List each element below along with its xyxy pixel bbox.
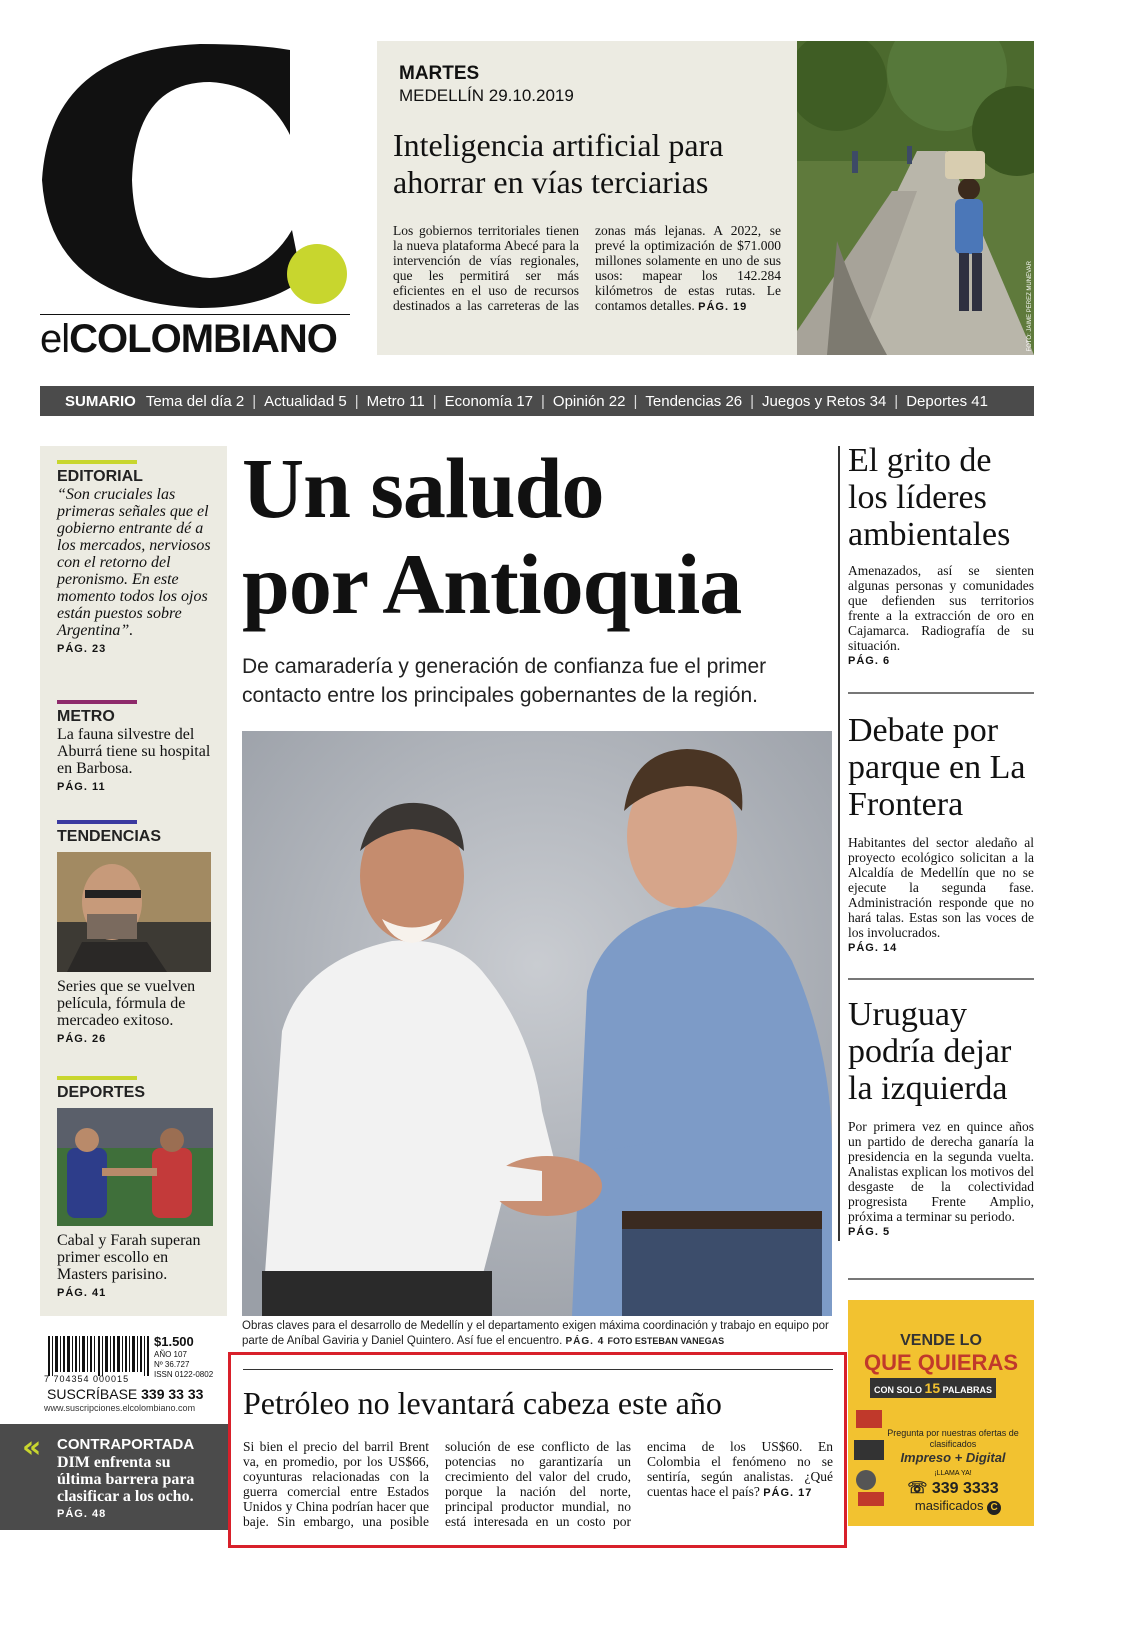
right-divider-1 xyxy=(848,692,1034,694)
deportes-rule xyxy=(57,1076,137,1080)
ad-phone[interactable]: ☏ 339 3333 xyxy=(907,1480,999,1497)
right-story-2-text: Habitantes del sector aledaño al proyecto ecológico solicitan a la Alcaldía de Medellín que no se ejecute la segunda fase. Administración responde que no hará talas. Estas son las voces de los involucrados. xyxy=(848,835,1034,940)
sidebar-tendencias[interactable] xyxy=(57,820,217,1045)
top-story-page: PÁG. 19 xyxy=(698,301,748,313)
editorial-title: EDITORIAL xyxy=(57,468,143,485)
barcode-icon xyxy=(48,1336,153,1376)
main-subhead: De camaradería y generación de confianza fue el primer contacto entre los principales gobernantes de la región. xyxy=(242,655,767,707)
date-place: MEDELLÍN 29.10.2019 xyxy=(399,86,574,105)
sumario-item[interactable]: Tendencias 26 xyxy=(645,392,743,410)
barcode-digits: 7 704354 000015 xyxy=(44,1374,130,1384)
deportes-title: DEPORTES xyxy=(57,1084,146,1101)
logo-c-mark xyxy=(40,40,360,310)
sidebar-metro[interactable] xyxy=(57,700,217,793)
right-column-divider xyxy=(838,446,840,1241)
top-story-photo xyxy=(797,41,1034,355)
ad-ask: Pregunta por nuestras ofertas de clasificados xyxy=(887,1428,1019,1449)
year: AÑO 107 xyxy=(154,1350,187,1359)
right-story-1-headline: El grito de los líderes ambientales xyxy=(848,442,1011,553)
petroleo-body: Si bien el precio del barril Brent va, en promedio, por los US$66, coyunturas relacionadas con la guerra comercial entre Estados Unidos y China podrían hacer que baje. Sin embargo, una posible solución de ese conflicto de las potencias no garantizaría un crecimiento del valor del crudo, porque la nación del norte, principal productor mundial, no está interesada en un costo por encima de los US$60. En Colombia el fenómeno no se sentiría, según analistas. ¿Qué cuentas hace el país? PÁG. 17 xyxy=(243,1439,833,1529)
main-caption xyxy=(242,1319,834,1349)
contraportada-text: DIM enfrenta su última barrera para clasificar a los ocho. xyxy=(57,1454,195,1505)
issn: ISSN 0122-0802 xyxy=(154,1370,214,1379)
colombiano-c-icon: C xyxy=(987,1501,1001,1515)
sumario-item[interactable]: Opinión 22 xyxy=(552,392,626,410)
top-photo-credit: FOTO: JAIME PÉREZ MUNÉVAR xyxy=(1027,260,1033,351)
top-story-body: Los gobiernos territoriales tienen la nueva plataforma Abecé para la intervención de vías regionales, que les permitirá ser más eficientes en el uso de recursos destinados a las carreteras de las zonas más lejanas. A 2022, se prevé la optimización de $71.000 millones solamente en uno de sus usos: mapear los 142.284 kilómetros de estas rutas. Le contamos detalles. PÁG. 19 xyxy=(393,223,781,313)
right-story-2-headline: Debate por parque en La Frontera xyxy=(848,712,1026,823)
ad-line1: VENDE LO xyxy=(900,1332,982,1349)
logo-dot xyxy=(287,244,347,304)
caption-page: PÁG. 4 xyxy=(565,1336,605,1347)
sumario-item[interactable]: Deportes 41 xyxy=(906,392,988,410)
ad-line2: QUE QUIERAS xyxy=(863,1350,1019,1375)
editorial-page: PÁG. 23 xyxy=(57,643,107,655)
ad-badge: CON SOLO 15 PALABRAS xyxy=(870,1378,996,1398)
right-story-3-page: PÁG. 5 xyxy=(848,1226,891,1238)
subscribe[interactable]: SUSCRÍBASE 339 33 33 xyxy=(47,1386,204,1402)
tendencias-text: Series que se vuelven película, fórmula de mercadeo exitoso. xyxy=(57,978,196,1029)
top-story-headline: Inteligencia artificial para ahorrar en vías terciarias xyxy=(393,127,724,200)
sidebar-editorial[interactable] xyxy=(57,460,217,655)
barcode-block xyxy=(44,1334,229,1414)
right-story-1-text: Amenazados, así se sienten algunas personas y comunidades que defienden sus territorios frente a la extracción de oro en Cajamarca. Radiografía de su situación. xyxy=(848,563,1034,653)
right-story-3-text: Por primera vez en quince años un partido de derecha ganaría la presidencia en la segunda vuelta. Analistas explican los motivos del desgaste de la colectividad progresista Frente Amplio, próxima a terminar su periodo. xyxy=(848,1119,1034,1224)
deportes-photo xyxy=(57,1108,213,1226)
issue-number: Nº 36.727 xyxy=(154,1360,190,1369)
ad-brand: masificados C xyxy=(888,1498,1028,1515)
petroleo-page: PÁG. 17 xyxy=(763,1487,813,1499)
metro-rule xyxy=(57,700,137,704)
metro-title: METRO xyxy=(57,708,115,725)
tendencias-page: PÁG. 26 xyxy=(57,1033,107,1045)
deportes-text: Cabal y Farah superan primer escollo en Masters parisino. xyxy=(57,1232,201,1283)
right-story-3[interactable] xyxy=(848,996,1034,1238)
right-story-1-page: PÁG. 6 xyxy=(848,655,891,667)
tendencias-title: TENDENCIAS xyxy=(57,828,162,845)
tendencias-rule xyxy=(57,820,137,824)
main-photo xyxy=(242,731,832,1316)
ad-impreso: Impreso + Digital xyxy=(900,1450,1006,1465)
editorial-text: “Son cruciales las primeras señales que el gobierno entrante dé a los mercados, nerviosos con el retorno del peronismo. En este momento todos los ojos están puestos sobre Argentina”. xyxy=(57,486,211,639)
caption-text: Obras claves para el desarrollo de Medellín y el departamento exigen máxima coordinación y trabajo en equipo por parte de Aníbal Gaviria y Daniel Quintero. Así fue el encuentro. xyxy=(242,1320,829,1347)
sidebar-deportes[interactable] xyxy=(57,1076,217,1299)
petroleo-headline: Petróleo no levantará cabeza este año xyxy=(243,1385,722,1421)
main-headline-line1: Un saludo xyxy=(242,440,604,536)
sumario-item[interactable]: Metro 11 xyxy=(366,392,425,410)
phone-icon: ☏ xyxy=(907,1480,928,1497)
tendencias-photo xyxy=(57,852,211,972)
sumario-label: SUMARIO xyxy=(65,392,136,410)
sumario-bar: SUMARIO Tema del día 2 | Actualidad 5 | Metro 11 | Economía 17 | Opinión 22 | Tendencias 26 | Juegos y Retos 34 | Deportes 41 xyxy=(40,386,1034,416)
main-headline-line2: por Antioquia xyxy=(242,536,742,632)
sumario-item[interactable]: Tema del día 2 xyxy=(145,392,245,410)
metro-page: PÁG. 11 xyxy=(57,781,106,793)
editorial-rule xyxy=(57,460,137,464)
brand-name: elCOLOMBIANO xyxy=(40,314,350,362)
contraportada[interactable] xyxy=(0,1424,228,1530)
contraportada-page: PÁG. 48 xyxy=(57,1508,107,1520)
ad-llama: ¡LLAMA YA! xyxy=(934,1470,972,1477)
top-story[interactable] xyxy=(377,41,797,355)
petroleo-top-rule xyxy=(243,1369,833,1370)
chevron-left-icon: « xyxy=(22,1430,42,1465)
right-story-2-page: PÁG. 14 xyxy=(848,942,898,954)
right-divider-2 xyxy=(848,978,1034,980)
contraportada-title: CONTRAPORTADA xyxy=(57,1436,195,1453)
right-story-1[interactable] xyxy=(848,442,1034,667)
petroleo-box[interactable] xyxy=(228,1352,847,1548)
right-story-2[interactable] xyxy=(848,712,1034,954)
right-story-3-headline: Uruguay podría dejar la izquierda xyxy=(848,996,1012,1107)
sumario-item[interactable]: Juegos y Retos 34 xyxy=(762,392,887,410)
main-headline[interactable] xyxy=(242,440,842,632)
price: $1.500 xyxy=(154,1334,194,1349)
clasificados-ad[interactable] xyxy=(848,1300,1034,1526)
masthead-logo[interactable] xyxy=(40,40,360,360)
metro-text: La fauna silvestre del Aburrá tiene su hospital en Barbosa. xyxy=(57,726,211,777)
right-divider-3 xyxy=(848,1278,1034,1280)
caption-credit: FOTO ESTEBAN VANEGAS xyxy=(607,1336,725,1346)
date-day: MARTES xyxy=(399,63,480,84)
deportes-page: PÁG. 41 xyxy=(57,1287,107,1299)
sumario-item[interactable]: Actualidad 5 xyxy=(264,392,347,410)
subscribe-url[interactable]: www.suscripciones.elcolombiano.com xyxy=(44,1403,196,1413)
sumario-item[interactable]: Economía 17 xyxy=(444,392,534,410)
